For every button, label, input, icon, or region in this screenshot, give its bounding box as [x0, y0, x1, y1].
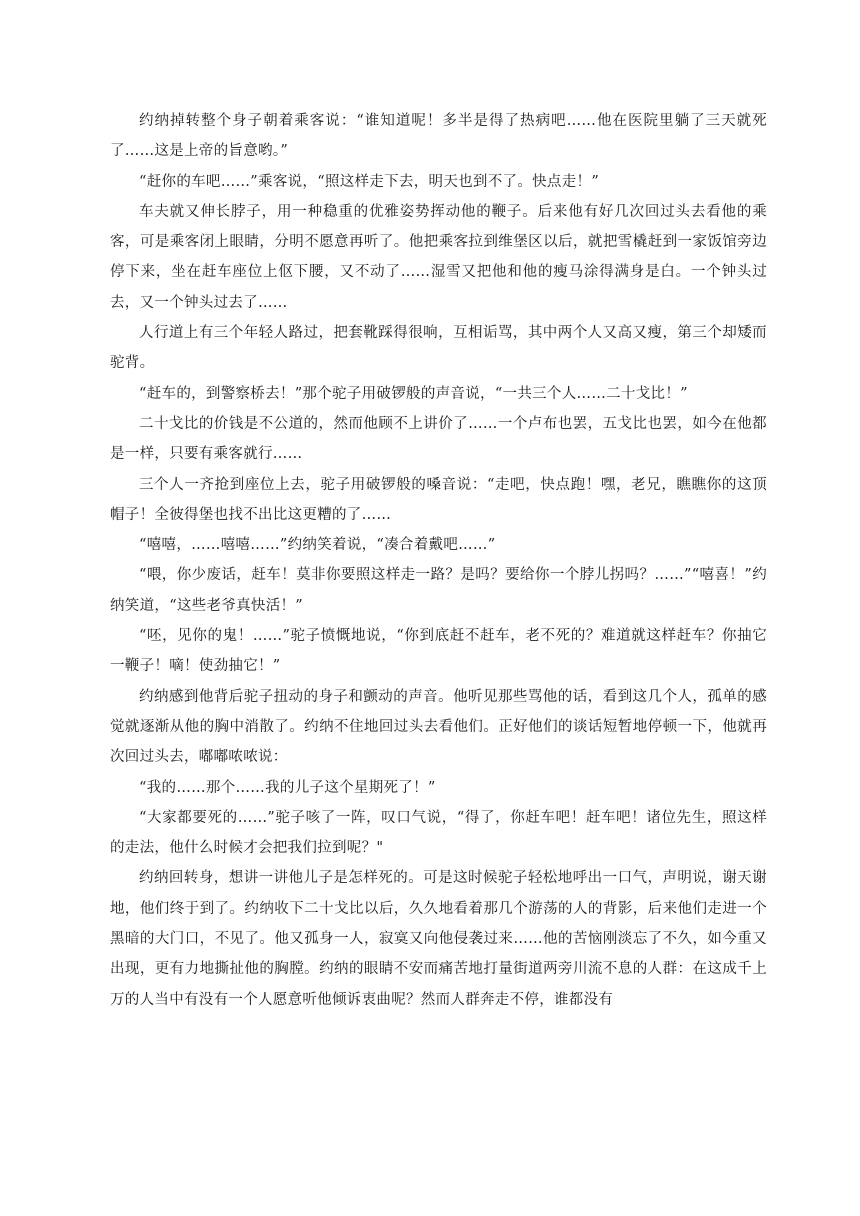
paragraph: 约纳感到他背后驼子扭动的身子和颤动的声音。他听见那些骂他的话，看到这几个人，孤单的感觉就逐渐从他的胸中消散了。约纳不住地回过头去看他们。正好他们的谈话短暂地停顿一下，他就再次回过头去，嘟嘟哝哝说： — [110, 688, 767, 766]
paragraph: “喂，你少废话，赶车！莫非你要照这样走一路？是吗？要给你一个脖儿拐吗？……”“嘻喜！”约纳笑道，“这些老爷真快活！” — [110, 567, 767, 614]
paragraph: “我的……那个……我的儿子这个星期死了！” — [139, 779, 436, 796]
paragraph: 人行道上有三个年轻人路过，把套靴踩得很响，互相诟骂，其中两个人又高又瘦，第三个却矮而驼背。 — [110, 325, 767, 372]
paragraph: 约纳回转身，想讲一讲他儿子是怎样死的。可是这时候驼子轻松地呼出一口气，声明说，谢天谢地，他们终于到了。约纳收下二十戈比以后，久久地看着那几个游荡的人的背影，后来他们走进一个黑暗的大门口，不见了。他又孤身一人，寂寞又向他侵袭过来……他的苦恼刚淡忘了不久，如今重又出现，更有力地撕扯他的胸膛。约纳的眼睛不安而痛苦地打量街道两旁川流不息的人群：在这成千上万的人当中有没有一个人愿意听他倾诉衷曲呢？然而人群奔走不停，谁都没有 — [110, 870, 767, 1008]
paragraph: “呸，见你的鬼！……”驼子愤慨地说，“你到底赶不赶车，老不死的？难道就这样赶车？你抽它一鞭子！嘀！使劲抽它！” — [110, 628, 767, 675]
paragraph: 二十戈比的价钱是不公道的，然而他顾不上讲价了……一个卢布也罢，五戈比也罢，如今在他都是一样，只要有乘客就行…… — [110, 415, 767, 463]
document-body — [110, 106, 767, 1015]
paragraph: 约纳掉转整个身子朝着乘客说：“谁知道呢！多半是得了热病吧……他在医院里躺了三天就死了……这是上帝的旨意哟。” — [110, 113, 767, 160]
paragraph: “大家都要死的……”驼子咳了一阵，叹口气说，“得了，你赶车吧！赶车吧！诸位先生，照这样的走法，他什么时候才会把我们拉到呢？" — [110, 809, 767, 857]
paragraph: “赶车的，到警察桥去！”那个驼子用破锣般的声音说，“一共三个人……二十戈比！” — [139, 385, 688, 402]
paragraph: “嘻嘻，……嘻嘻……”约纳笑着说，“凑合着戴吧……” — [139, 537, 496, 554]
paragraph: 三个人一齐抢到座位上去，驼子用破锣般的嗓音说：“走吧，快点跑！嘿，老兄，瞧瞧你的这顶帽子！全彼得堡也找不出比这更糟的了…… — [110, 476, 767, 523]
paragraph: “赶你的车吧……”乘客说，“照这样走下去，明天也到不了。快点走！” — [139, 173, 600, 190]
paragraph: 车夫就又伸长脖子，用一种稳重的优雅姿势挥动他的鞭子。后来他有好几次回过头去看他的乘客，可是乘客闭上眼睛，分明不愿意再听了。他把乘客拉到维堡区以后，就把雪橇赶到一家饭馆旁边停下来，坐在赶车座位上伛下腰，又不动了……湿雪又把他和他的瘦马涂得满身是白。一个钟头过去，又一个钟头过去了…… — [110, 203, 767, 311]
